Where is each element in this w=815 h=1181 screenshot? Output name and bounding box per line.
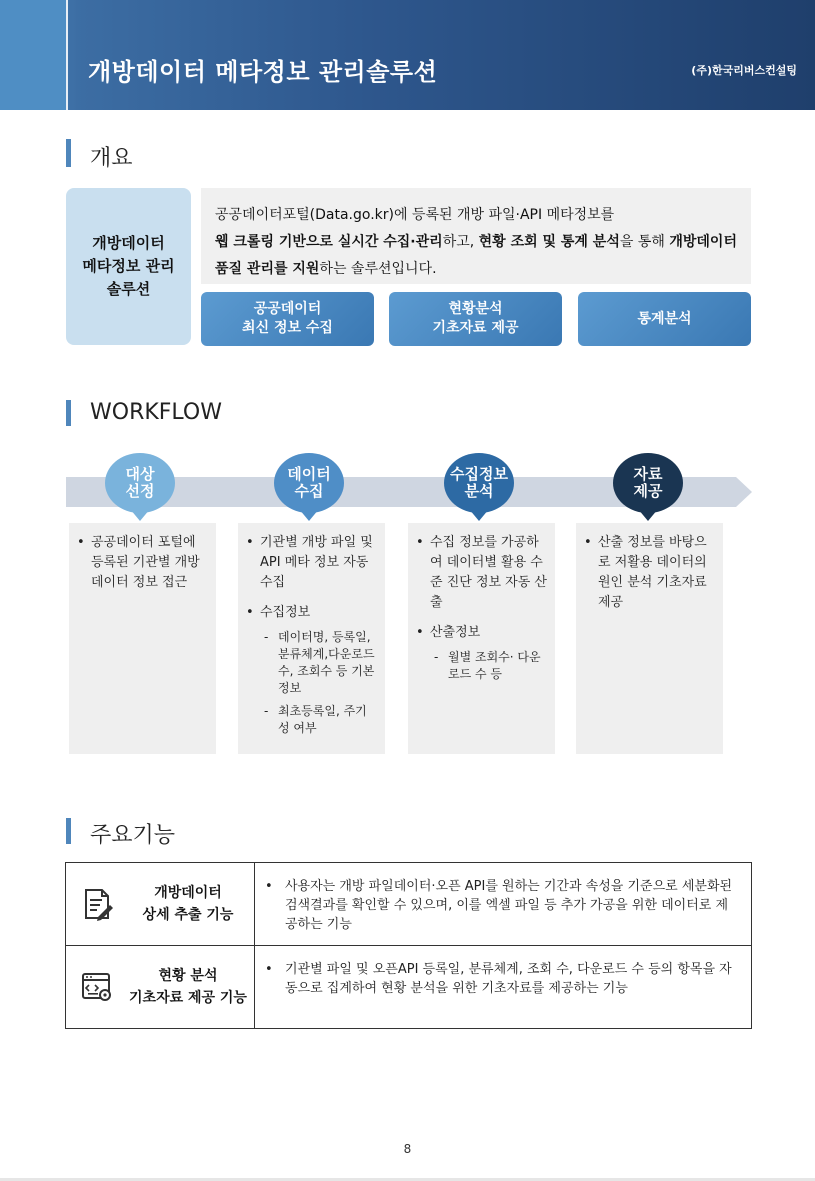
- workflow-bullet-text: 수집정보: [260, 605, 311, 620]
- workflow-bullet: [246, 603, 377, 623]
- workflow-bullet-text: 공공데이터 포털에 등록된 기관별 개방데이터 정보 접근: [91, 535, 200, 590]
- bullet: •: [584, 535, 592, 550]
- features-table: [65, 862, 752, 1029]
- dash: -: [264, 630, 269, 644]
- workflow-step-details: [576, 523, 723, 754]
- overview-line-2: 웹 크롤링 기반으로 실시간 수집·관리하고, 현황 조회 및 통계 분석을 통해 개방데이터: [215, 234, 737, 250]
- workflow-bullet: [246, 533, 377, 593]
- workflow-bullet: [584, 533, 715, 613]
- workflow-step-badge: 자료 제공: [613, 453, 683, 513]
- workflow-sub-item: [264, 703, 377, 737]
- bullet: •: [416, 535, 424, 550]
- workflow-sub-text: 데이터명, 등록일, 분류체계,다운로드 수, 조회수 등 기본정보: [278, 630, 375, 695]
- workflow-step-pointer: [469, 509, 489, 521]
- section-marker: [66, 400, 71, 426]
- overview-tag-statistics: 통계분석: [578, 292, 751, 346]
- workflow-bullet: [416, 533, 547, 613]
- workflow-bullet: [416, 623, 547, 643]
- overview-tag-collect: 공공데이터 최신 정보 수집: [201, 292, 374, 346]
- page-number: 8: [403, 1142, 412, 1156]
- workflow-step-details: [69, 523, 216, 754]
- overview-tag-analysis: 현황분석 기초자료 제공: [389, 292, 562, 346]
- workflow-step-badge: 수집정보 분석: [444, 453, 514, 513]
- bullet: •: [246, 605, 254, 620]
- workflow-sub-item: [264, 629, 377, 697]
- document-title: 개방데이터 메타정보 관리솔루션: [88, 58, 438, 86]
- feature-row: [66, 946, 751, 1028]
- workflow-step-pointer: [299, 509, 319, 521]
- workflow-arrow-head: [736, 477, 752, 507]
- feature-name: 개방데이터 상세 추출 기능: [142, 885, 234, 923]
- section-title-overview: 개요: [90, 146, 133, 171]
- workflow-bullet-text: 기관별 개방 파일 및 API 메타 정보 자동 수집: [260, 535, 373, 590]
- header-accent-stripe: [0, 0, 66, 110]
- workflow-bullet: [77, 533, 208, 593]
- overview-label: 개방데이터 메타정보 관리 솔루션: [82, 234, 175, 298]
- workflow-step-badge: 대상 선정: [105, 453, 175, 513]
- overview-line-3: 품질 관리를 지원하는 솔루션입니다.: [215, 261, 437, 277]
- bullet: •: [265, 962, 273, 977]
- feature-row: [66, 863, 751, 946]
- section-marker: [66, 139, 71, 167]
- workflow-sub-text: 월별 조회수· 다운로드 수 등: [448, 650, 541, 681]
- feature-description: • 기관별 파일 및 오픈API 등록일, 분류체계, 조회 수, 다운로드 수 등의 항목을 자동으로 집계하여 현황 분석을 위한 기초자료를 제공하는 기능: [255, 946, 751, 1028]
- bullet: •: [77, 535, 85, 550]
- bullet: •: [246, 535, 254, 550]
- workflow-step-pointer: [130, 509, 150, 521]
- feature-name: 현황 분석 기초자료 제공 기능: [129, 968, 247, 1006]
- bullet: •: [416, 625, 424, 640]
- dash: -: [264, 704, 269, 718]
- section-title-workflow: WORKFLOW: [90, 400, 222, 425]
- workflow-step-details: [238, 523, 385, 754]
- page-header: [0, 0, 815, 110]
- section-title-features: 주요기능: [90, 823, 176, 848]
- bullet: •: [265, 879, 273, 894]
- workflow-step-details: [408, 523, 555, 754]
- workflow-step-badge: 데이터 수집: [274, 453, 344, 513]
- workflow-step-pointer: [638, 509, 658, 521]
- code-settings-icon: [80, 970, 114, 1004]
- overview-label-box: [66, 188, 191, 345]
- overview-description: [201, 188, 751, 284]
- workflow-bullet-text: 수집 정보를 가공하여 데이터별 활용 수준 진단 정보 자동 산출: [430, 535, 547, 610]
- section-marker: [66, 818, 71, 844]
- workflow-sub-item: [434, 649, 547, 683]
- feature-name-cell: [66, 946, 255, 1028]
- company-name: (주)한국리버스컨설팅: [691, 64, 797, 77]
- workflow-bullet-text: 산출정보: [430, 625, 481, 640]
- dash: -: [434, 650, 439, 664]
- feature-description: • 사용자는 개방 파일데이터·오픈 API를 원하는 기간과 속성을 기준으로 세분화된 검색결과를 확인할 수 있으며, 이를 엑셀 파일 등 추가 가공을 위한 데이터로 제공하는 기능: [265, 879, 733, 932]
- header-divider: [66, 0, 68, 110]
- workflow-bullet-text: 산출 정보를 바탕으로 저활용 데이터의 원인 분석 기초자료 제공: [598, 535, 707, 610]
- feature-name-cell: [66, 863, 255, 945]
- workflow-sub-text: 최초등록일, 주기성 여부: [278, 704, 367, 735]
- overview-line-1: 공공데이터포털(Data.go.kr)에 등록된 개방 파일·API 메타정보를: [215, 207, 615, 223]
- document-edit-icon: [80, 887, 114, 921]
